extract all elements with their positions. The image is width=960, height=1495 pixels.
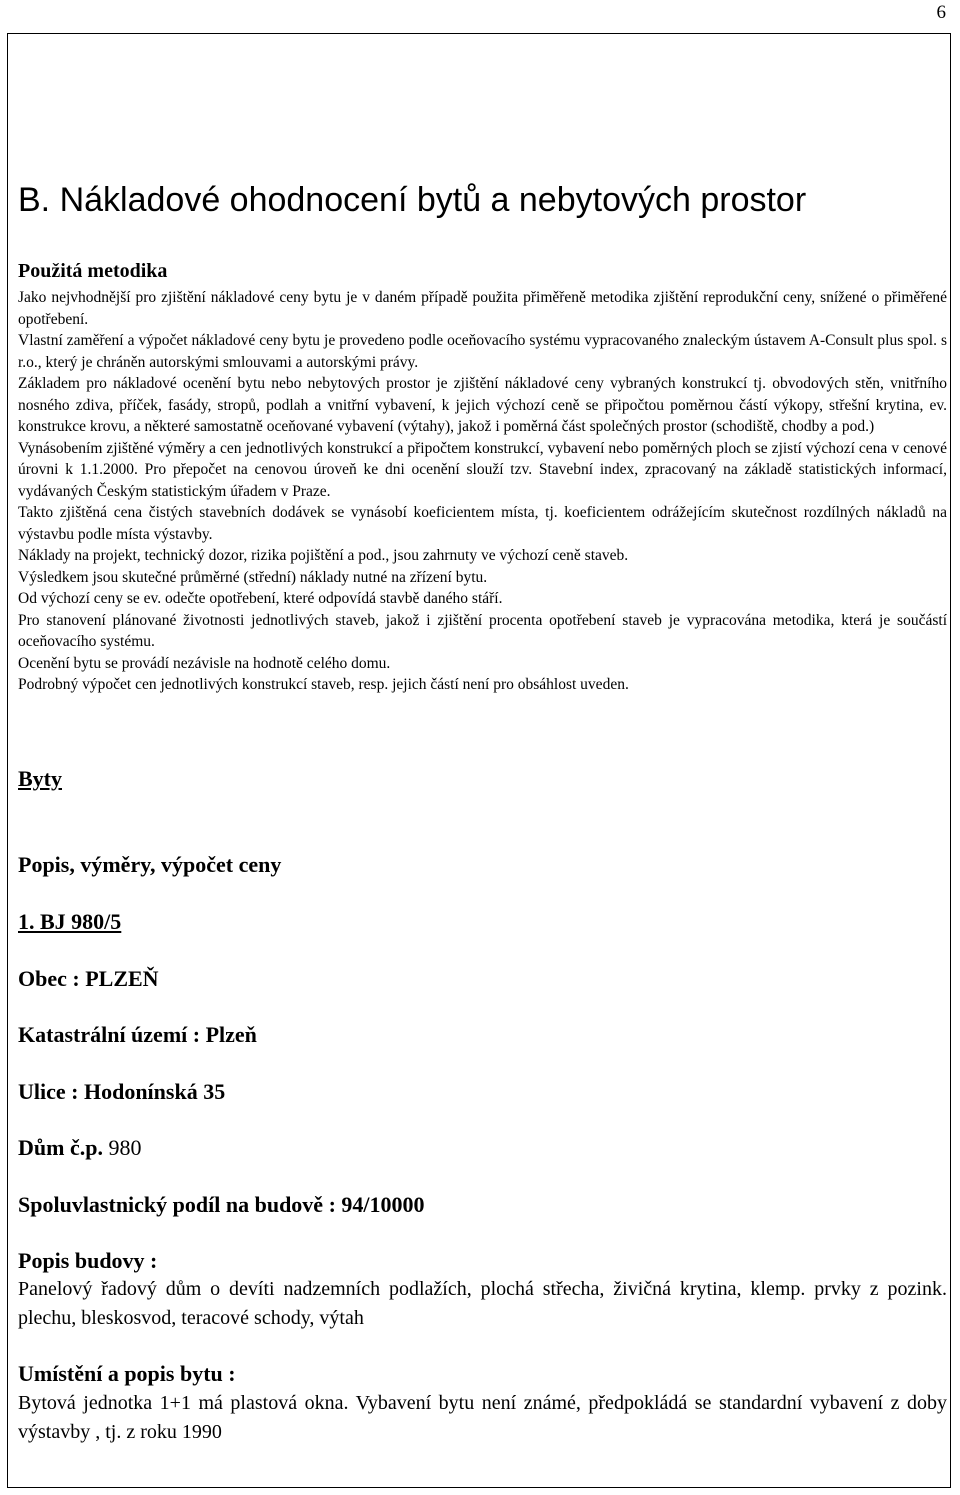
method-paragraph: Základem pro nákladové ocenění bytu nebo nebytových prostor je zjištění nákladové ceny vybraných konstrukcí tj. obvodových stěn, vnitřního nosného zdiva, příček, fasády, stropů, podlah a vnitřní vybavení, k jejich výchozí ceně se připočtou poměrnou částí výkopy, střešní krytina, ev. konstrukce krovu, a některé samostatně oceňované vybavení (výtahy), jakož i poměrná část společných prostor (schodiště, chodby a pod.) xyxy=(18,375,947,435)
method-paragraph: Od výchozí ceny se ev. odečte opotřebení, které odpovídá stavbě daného stáří. xyxy=(18,590,503,607)
method-paragraph: Ocenění bytu se provádí nezávisle na hodnotě celého domu. xyxy=(18,654,391,672)
method-paragraph: Vynásobením zjištěné výměry a cen jednotlivých konstrukcí a připočtem konstrukcí, vybavení nebo poměrných ploch se zjistí výchozí cena v cenové úrovni k 1.1.2000. Pro přepočet na cenovou úroveň ke dni ocenění slouží tzv. Stavební index, zpracovaný na základě statistických informací, vydávaných Českým statistickým úřadem v Praze. xyxy=(18,439,947,500)
dum-value: 980 xyxy=(102,1135,142,1160)
dum-label: Dům č.p. xyxy=(18,1135,103,1160)
katastralni-uzemi-line: Katastrální území : Plzeň xyxy=(18,1022,257,1047)
popis-budovy-text: Panelový řadový dům o devíti nadzemních podlažích, plochá střecha, živičná krytina, klemp. prvky z pozink. plechu, bleskosvod, teracové schody, výtah xyxy=(18,1278,947,1329)
method-paragraph: Pro stanovení plánované životnosti jednotlivých staveb, jakož i zjištění procenta opotřebení staveb je vypracována metodika, která je součástí oceňovacího systému. xyxy=(18,611,947,650)
method-paragraph: Podrobný výpočet cen jednotlivých konstrukcí staveb, resp. jejich částí není pro obsáhlost uveden. xyxy=(18,676,629,693)
method-body xyxy=(18,287,947,696)
umisteni-text: Bytová jednotka 1+1 má plastová okna. Vybavení bytu není známé, předpokládá se standardní vybavení z doby výstavby , tj. z roku 1990 xyxy=(18,1392,947,1443)
popis-heading: Popis, výměry, výpočet ceny xyxy=(18,852,282,877)
method-heading: Použitá metodika xyxy=(18,260,168,282)
method-paragraph: Vlastní zaměření a výpočet nákladové ceny bytu je provedeno podle oceňovacího systému vypracovaného znaleckým ústavem A-Consult plus spol. s r.o., který je chráněn autorskými smlouvami a autorskými právy. xyxy=(18,332,947,371)
method-paragraph: Náklady na projekt, technický dozor, rizika pojištění a pod., jsou zahrnuty ve výchozí ceně staveb. xyxy=(18,547,629,564)
popis-budovy-heading: Popis budovy : xyxy=(18,1248,158,1273)
dum-line xyxy=(18,1135,141,1161)
page-number: 6 xyxy=(936,2,946,23)
section-title: B. Nákladové ohodnocení bytů a nebytových prostor xyxy=(18,181,807,219)
umisteni-heading: Umístění a popis bytu : xyxy=(18,1361,236,1386)
ulice-line: Ulice : Hodonínská 35 xyxy=(18,1079,226,1104)
unit-heading: 1. BJ 980/5 xyxy=(18,909,122,934)
method-paragraph: Jako nejvhodnější pro zjištění nákladové ceny bytu je v daném případě použita přiměřeně metodika zjištění reprodukční ceny, snížené o přiměřené opotřebení. xyxy=(18,289,947,328)
obec-line: Obec : PLZEŇ xyxy=(18,966,159,991)
podil-line: Spoluvlastnický podíl na budově : 94/10000 xyxy=(18,1192,425,1217)
method-paragraph: Takto zjištěná cena čistých stavebních dodávek se vynásobí koeficientem místa, tj. koeficientem odrážejícím skutečnost rozdílných nákladů na výstavbu podle místa výstavby. xyxy=(18,504,947,543)
method-paragraph: Výsledkem jsou skutečné průměrné (střední) náklady nutné na zřízení bytu. xyxy=(18,568,488,586)
byty-heading: Byty xyxy=(18,766,62,791)
